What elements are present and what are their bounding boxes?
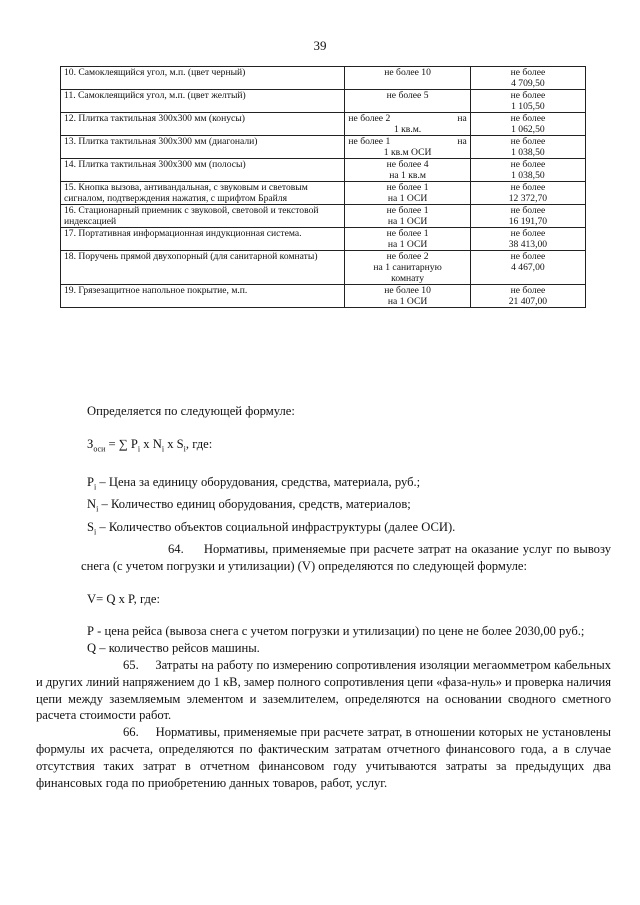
- item-quantity: не более 4 на 1 кв.м: [345, 159, 470, 182]
- definition-q: Q – количество рейсов машины.: [87, 641, 260, 656]
- item-price: не более 1 105,50: [470, 90, 585, 113]
- item-price: не более 1 038,50: [470, 136, 585, 159]
- paragraph-66: 66. Нормативы, применяемые при расчете затрат, в отношении которых не установлены формулы их расчета, определяются по фактическим затратам отчетного финансового года, а в случае отсутствия таких затрат в отчетном финансовом году учитываются затраты за предыдущих два финансовых года по приобретению данных товаров, работ, услуг.: [36, 725, 611, 790]
- page-number: 39: [313, 38, 327, 53]
- table-row: [61, 285, 586, 308]
- item-quantity: не более 2 на 1 санитарную комнату: [345, 251, 470, 285]
- item-price: не более 38 413,00: [470, 228, 585, 251]
- table-row: [61, 67, 586, 90]
- item-name: 12. Плитка тактильная 300х300 мм (конусы): [61, 113, 345, 136]
- item-quantity: не более 10: [345, 67, 470, 90]
- item-price: не более 4 467,00: [470, 251, 585, 285]
- item-price: не более 16 191,70: [470, 205, 585, 228]
- item-name: 19. Грязезащитное напольное покрытие, м.п.: [61, 285, 345, 308]
- formula-osi: $З_{оси}$ = ∑ $P_i$ x $N_i$ x $S_i$, где:: [87, 436, 213, 454]
- paragraph-65: 65. Затраты на работу по измерению сопротивления изоляции мегаомметром кабельных и других линий напряжением до 1 кВ, замер полного сопротивления цепи «фаза-нуль» и проверка наличия цепи между заземляемым элементом и заземлителем, определяются на основании сводного сметного расчета стоимости работ.: [36, 658, 612, 723]
- definition-s: $S_i$ – Количество объектов социальной инфраструктуры (далее ОСИ).: [87, 519, 456, 537]
- item-quantity: не более 1 на 1 кв.м ОСИ: [345, 136, 470, 159]
- table-row: [61, 90, 586, 113]
- table-row: [61, 182, 586, 205]
- item-price: не более 4 709,50: [470, 67, 585, 90]
- item-quantity: не более 1 на 1 ОСИ: [345, 228, 470, 251]
- norms-table-body: [61, 67, 586, 308]
- formula-intro: Определяется по следующей формуле:: [87, 404, 295, 418]
- table-row: [61, 136, 586, 159]
- item-quantity: не более 1 на 1 ОСИ: [345, 182, 470, 205]
- item-name: 10. Самоклеящийся угол, м.п. (цвет черный): [61, 67, 345, 90]
- item-name: 11. Самоклеящийся угол, м.п. (цвет желтый): [61, 90, 345, 113]
- body-text: [36, 403, 612, 791]
- item-price: не более 12 372,70: [470, 182, 585, 205]
- definition-p: $P_i$ – Цена за единицу оборудования, средства, материала, руб.;: [87, 475, 421, 492]
- item-price: не более 1 038,50: [470, 159, 585, 182]
- item-quantity: не более 1 на 1 ОСИ: [345, 205, 470, 228]
- item-price: не более 21 407,00: [470, 285, 585, 308]
- table-row: [61, 113, 586, 136]
- formula-v: V= Q x P, где:: [87, 591, 160, 606]
- table-row: [61, 228, 586, 251]
- table-row: [61, 205, 586, 228]
- item-quantity: не более 2 на 1 кв.м.: [345, 113, 470, 136]
- item-name: 17. Портативная информационная индукционная система.: [61, 228, 345, 251]
- item-name: 18. Поручень прямой двухопорный (для санитарной комнаты): [61, 251, 345, 285]
- item-price: не более 1 062,50: [470, 113, 585, 136]
- norms-table: [60, 66, 586, 308]
- definition-n: $N_i$ – Количество единиц оборудования, средств, материалов;: [87, 497, 411, 514]
- item-name: 13. Плитка тактильная 300х300 мм (диагонали): [61, 136, 345, 159]
- paragraph-64: 64. Нормативы, применяемые при расчете затрат на оказание услуг по вывозу снега (с учетом погрузки и утилизации) (V) определяются по следующей формуле:: [81, 542, 611, 573]
- definition-price: Р - цена рейса (вывоза снега с учетом погрузки и утилизации) по цене не более 2030,00 руб.;: [87, 624, 585, 639]
- table-row: [61, 251, 586, 285]
- item-name: 14. Плитка тактильная 300х300 мм (полосы): [61, 159, 345, 182]
- item-quantity: не более 10 на 1 ОСИ: [345, 285, 470, 308]
- item-name: 15. Кнопка вызова, антивандальная, с звуковым и световым сигналом, подтверждения нажатия, с шрифтом Брайля: [61, 182, 345, 205]
- table-row: [61, 159, 586, 182]
- item-quantity: не более 5: [345, 90, 470, 113]
- item-name: 16. Стационарный приемник с звуковой, световой и текстовой индексацией: [61, 205, 345, 228]
